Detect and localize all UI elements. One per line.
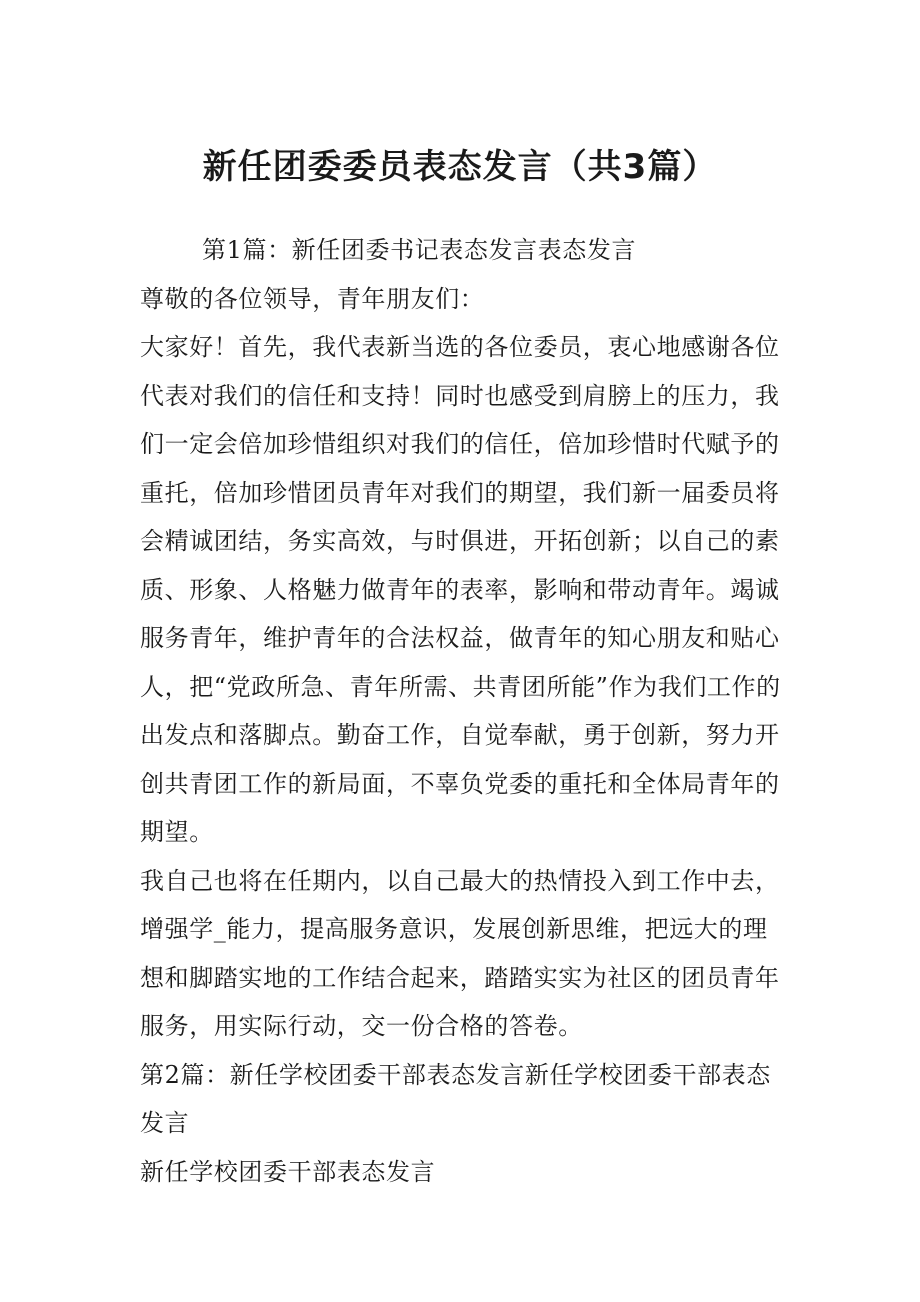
document-title: 新任团委委员表态发言（共3篇）: [202, 147, 718, 187]
section-subtitle: 新任学校团委干部表态发言: [140, 1157, 436, 1186]
body-paragraph-1: 大家好！首先，我代表新当选的各位委员，衷心地感谢各位代表对我们的信任和支持！同时也感受到肩膀上的压力，我们一定会倍加珍惜组织对我们的信任，倍加珍惜时代赋予的重托，倍加珍惜团员青年对我们的期望，我们新一届委员将会精诚团结，务实高效，与时俱进，开拓创新；以自己的素质、形象、人格魅力做青年的表率，影响和带动青年。竭诚服务青年，维护青年的合法权益，做青年的知心朋友和贴心人，把“党政所急、青年所需、共青团所能”作为我们工作的出发点和落脚点。勤奋工作，自觉奉献，勇于创新，努力开创共青团工作的新局面，不辜负党委的重托和全体局青年的期望。: [140, 333, 781, 846]
salutation: 尊敬的各位领导，青年朋友们：: [140, 284, 485, 313]
body-paragraph-2: 我自己也将在任期内，以自己最大的热情投入到工作中去，增强学_能力，提高服务意识，发展创新思维，把远大的理想和脚踏实地的工作结合起来，踏踏实实为社区的团员青年服务，用实际行动，交一份合格的答卷。: [140, 866, 780, 1040]
section-heading-2: 第2篇：新任学校团委干部表态发言新任学校团委干部表态发言: [140, 1060, 771, 1137]
document-body: [140, 226, 790, 1196]
section-heading-1: 第1篇：新任团委书记表态发言表态发言: [202, 236, 637, 264]
